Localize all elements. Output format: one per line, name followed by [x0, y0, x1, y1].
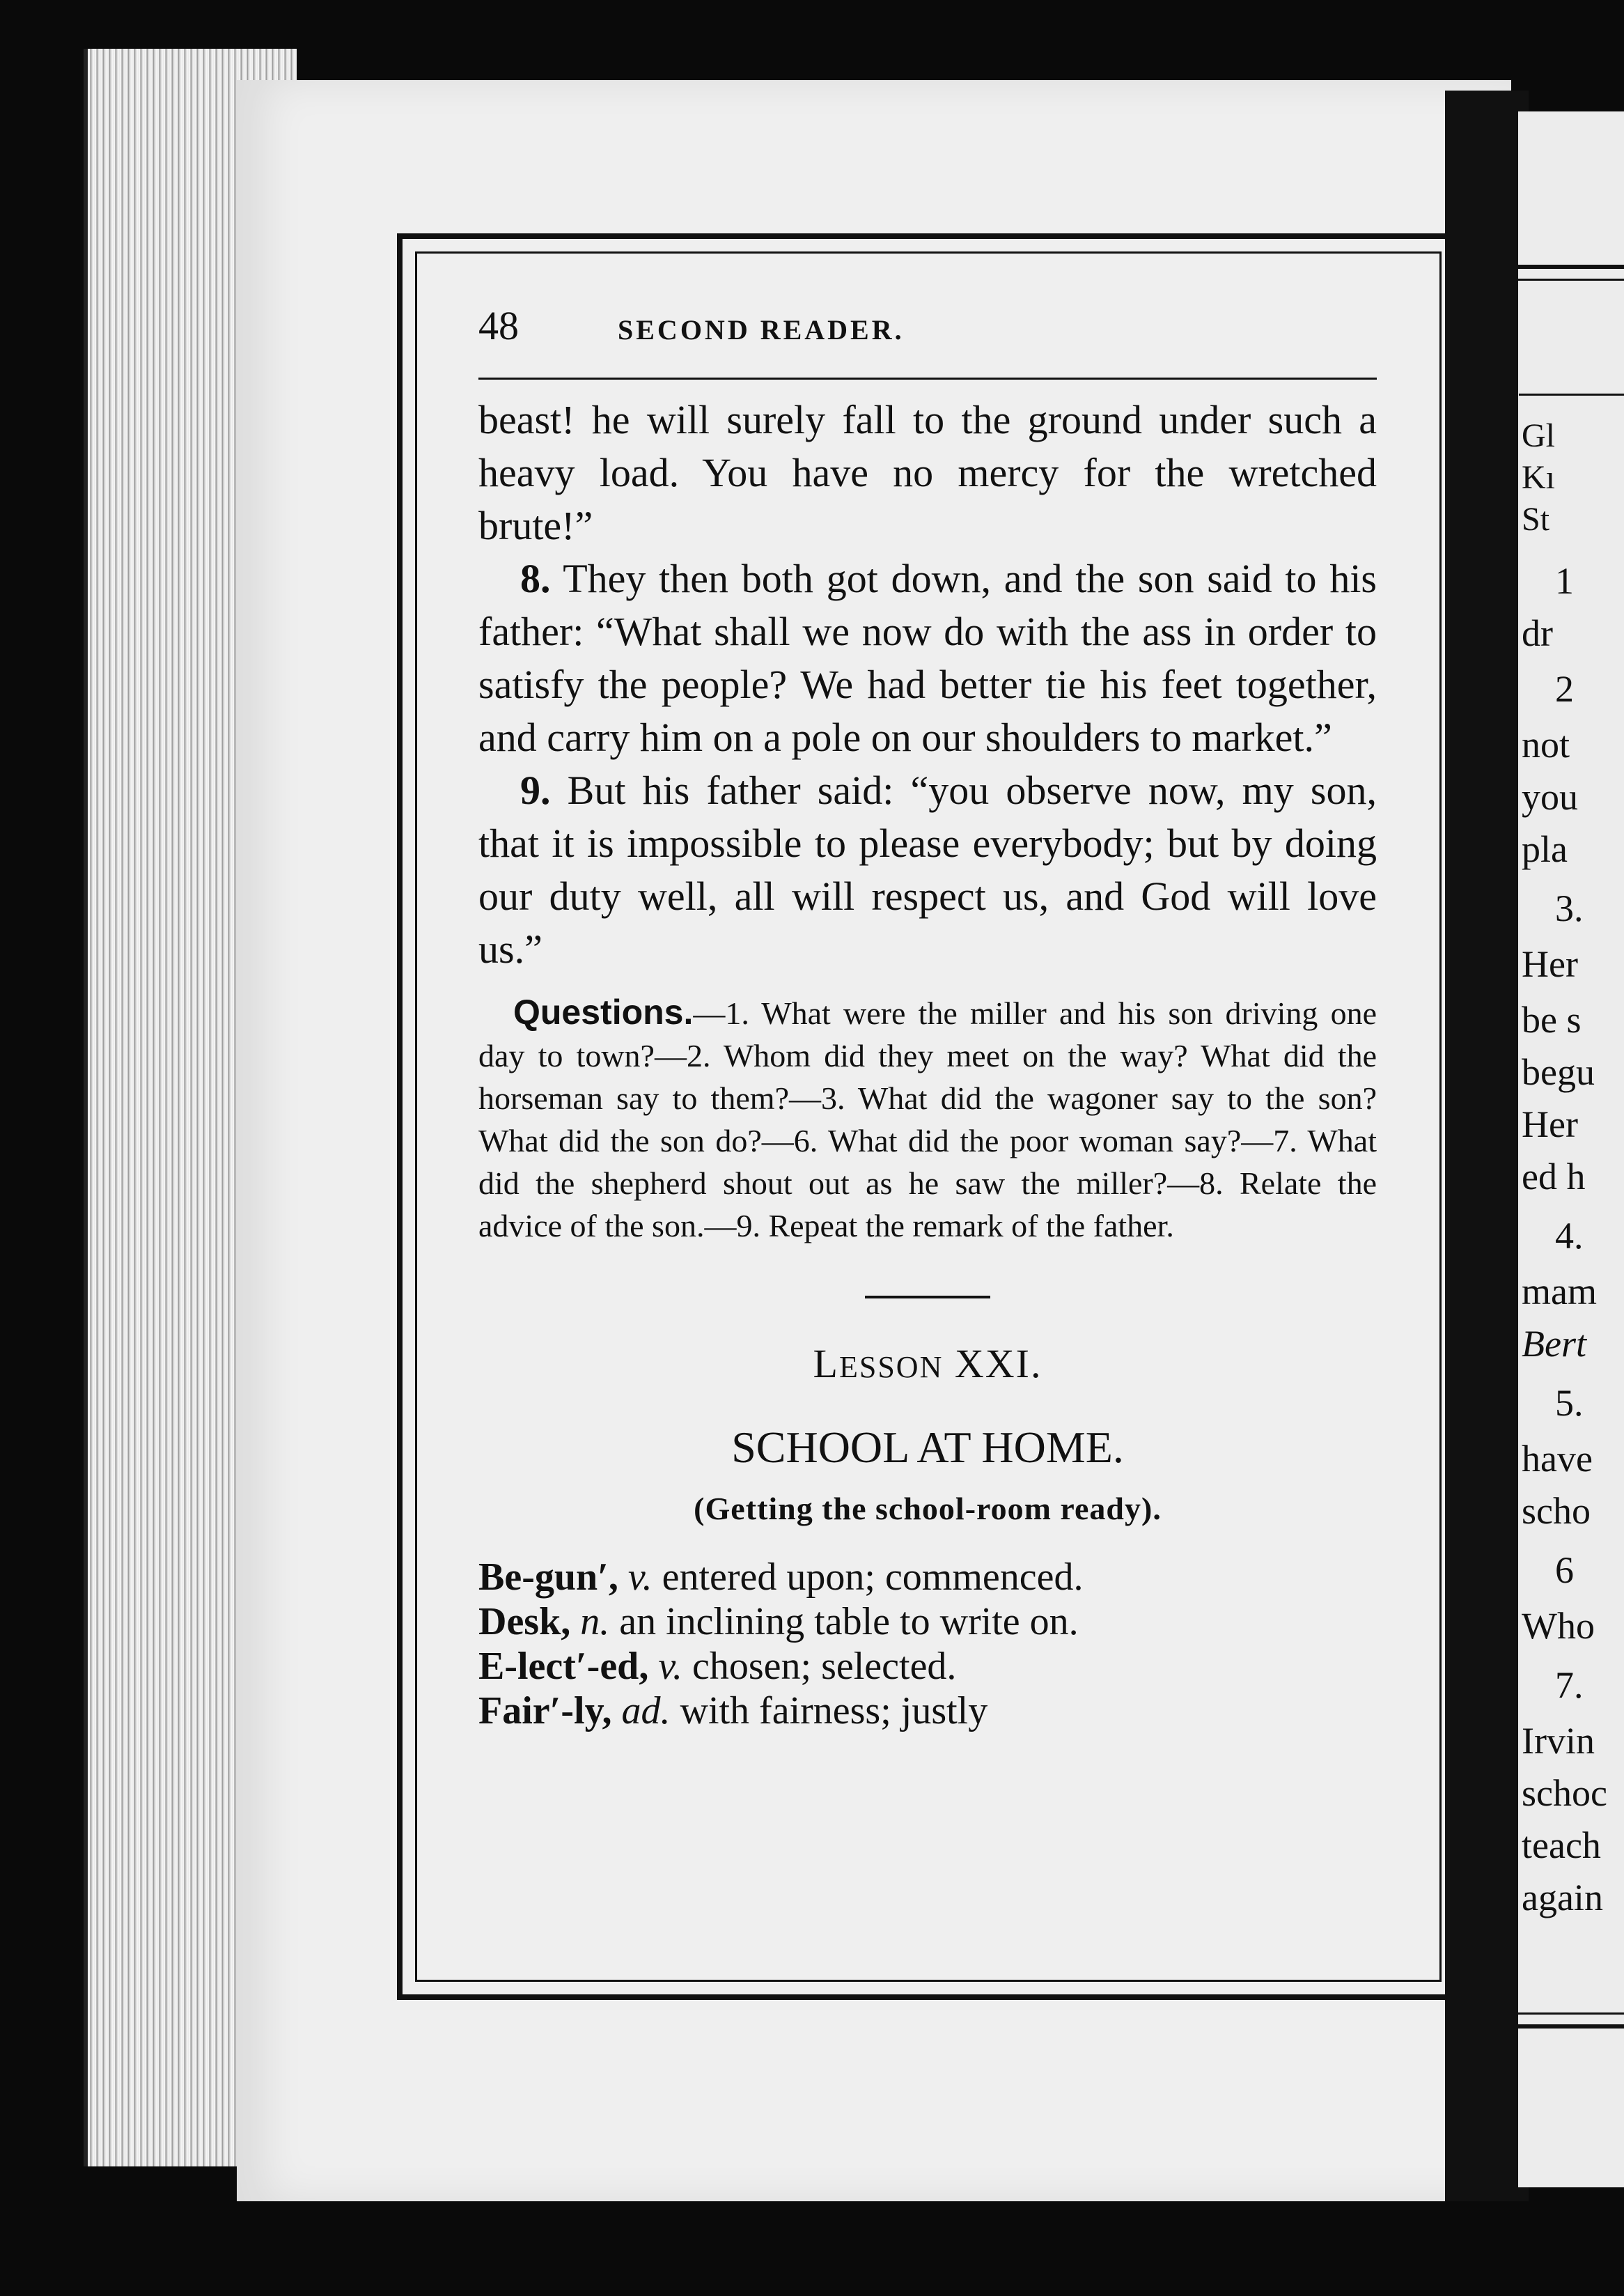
right-page-fragment: not	[1522, 724, 1570, 766]
right-page-fragment: St	[1522, 501, 1550, 538]
part-of-speech: ad.	[621, 1689, 671, 1732]
vocabulary-term: Fair′-ly,	[478, 1689, 612, 1732]
right-page-fragment: schoc	[1522, 1772, 1607, 1814]
page-content	[478, 302, 1377, 1733]
vocabulary-term: Desk,	[478, 1600, 571, 1643]
paragraph-number: 8.	[520, 556, 551, 601]
questions-block	[478, 991, 1377, 1247]
right-page-fragment: 7.	[1555, 1664, 1584, 1706]
paragraph-text: But his father said: “you observe now, my son, that it is impossible to please everybody; but by doing our duty well, all will respect us, and God will love us.”	[478, 768, 1377, 972]
vocabulary-term: E-lect′-ed,	[478, 1645, 649, 1688]
right-page-fragment: have	[1522, 1438, 1593, 1480]
right-page-fragment: teach	[1522, 1824, 1601, 1866]
paragraph-9	[478, 764, 1377, 976]
right-page-fragment: begu	[1522, 1051, 1595, 1093]
vocabulary-term: Be-gun′,	[478, 1556, 618, 1599]
part-of-speech: v.	[658, 1645, 683, 1688]
right-page-fragment: Irvin	[1522, 1720, 1595, 1762]
right-page-fragment: 6	[1555, 1549, 1574, 1591]
lesson-label	[478, 1340, 1377, 1387]
page-border-outer	[397, 233, 1460, 2000]
vocabulary-definition: with fairness; justly	[680, 1689, 988, 1732]
vocabulary-definition: an inclining table to write on.	[619, 1600, 1079, 1643]
vocabulary-definition: chosen; selected.	[692, 1645, 957, 1688]
right-page-inner-frame	[1504, 279, 1624, 2015]
vocabulary-entry	[478, 1644, 1377, 1689]
paragraph-7-continued	[478, 394, 1377, 552]
right-page-head-rule	[1519, 394, 1624, 396]
right-page-fragment: pla	[1522, 828, 1568, 870]
vocabulary-entry	[478, 1555, 1377, 1599]
right-page-fragment: 4.	[1555, 1215, 1584, 1257]
lesson-number: XXI.	[954, 1341, 1043, 1386]
right-page-fragment: Bert	[1522, 1323, 1586, 1365]
page-header	[478, 302, 1377, 348]
paragraph-text: beast! he will surely fall to the ground under such a heavy load. You have no mercy for the wretched brute!”	[478, 397, 1377, 548]
vocabulary-entry	[478, 1599, 1377, 1644]
right-page-fragment: Gl	[1522, 417, 1555, 454]
page-number: 48	[478, 303, 519, 348]
right-page-frame	[1490, 265, 1624, 2029]
vocabulary-definition: entered upon; commenced.	[662, 1556, 1084, 1599]
paragraph-8	[478, 552, 1377, 764]
right-page-fragment: be s	[1522, 999, 1582, 1041]
right-page-fragment: Kı	[1522, 459, 1555, 496]
right-page-fragment: again	[1522, 1877, 1603, 1918]
lesson-label-word: ESSON	[838, 1350, 944, 1384]
right-page-fragment: dr	[1522, 612, 1553, 654]
right-page-fragment: scho	[1522, 1490, 1591, 1532]
right-page-fragment: ed h	[1522, 1156, 1586, 1197]
running-head: SECOND READER.	[618, 314, 905, 346]
right-page-fragment: 2	[1555, 668, 1574, 710]
right-page-fragment: Her	[1522, 943, 1578, 985]
lesson-label-initial: L	[813, 1341, 839, 1386]
part-of-speech: n.	[580, 1600, 610, 1643]
right-page-fragment: 5.	[1555, 1382, 1584, 1424]
header-rule	[478, 378, 1377, 380]
paragraph-text: They then both got down, and the son said to his father: “What shall we now do with the ass in order to satisfy the people? We had better tie his feet together, and carry him on a pole on our shoulders to market.”	[478, 556, 1377, 760]
paragraph-number: 9.	[520, 768, 551, 813]
questions-text: —1. What were the miller and his son driving one day to town?—2. Whom did they meet on the way? What did the horseman say to them?—3. What did the wagoner say to the son? What did the son do?—6. What did the poor woman say?—7. What did the shepherd shout out as he saw the miller?—8. Relate the advice of the son.—9. Repeat the remark of the father.	[478, 995, 1377, 1243]
right-page-fragment: mam	[1522, 1271, 1597, 1312]
vocabulary-list	[478, 1555, 1377, 1733]
vocabulary-entry	[478, 1689, 1377, 1733]
right-page-fragment: 3.	[1555, 887, 1584, 929]
right-page-fragment: Who	[1522, 1605, 1595, 1647]
part-of-speech: v.	[627, 1556, 653, 1599]
page-border-inner	[415, 251, 1442, 1982]
right-page-fragment: you	[1522, 776, 1578, 818]
lesson-title: SCHOOL AT HOME.	[731, 1422, 1124, 1472]
questions-label: Questions.	[513, 993, 694, 1032]
lesson-subtitle: (Getting the school-room ready).	[694, 1491, 1162, 1526]
lesson-divider	[865, 1296, 990, 1298]
right-page-fragment: Her	[1522, 1103, 1578, 1145]
right-page-fragment: 1	[1555, 560, 1574, 602]
